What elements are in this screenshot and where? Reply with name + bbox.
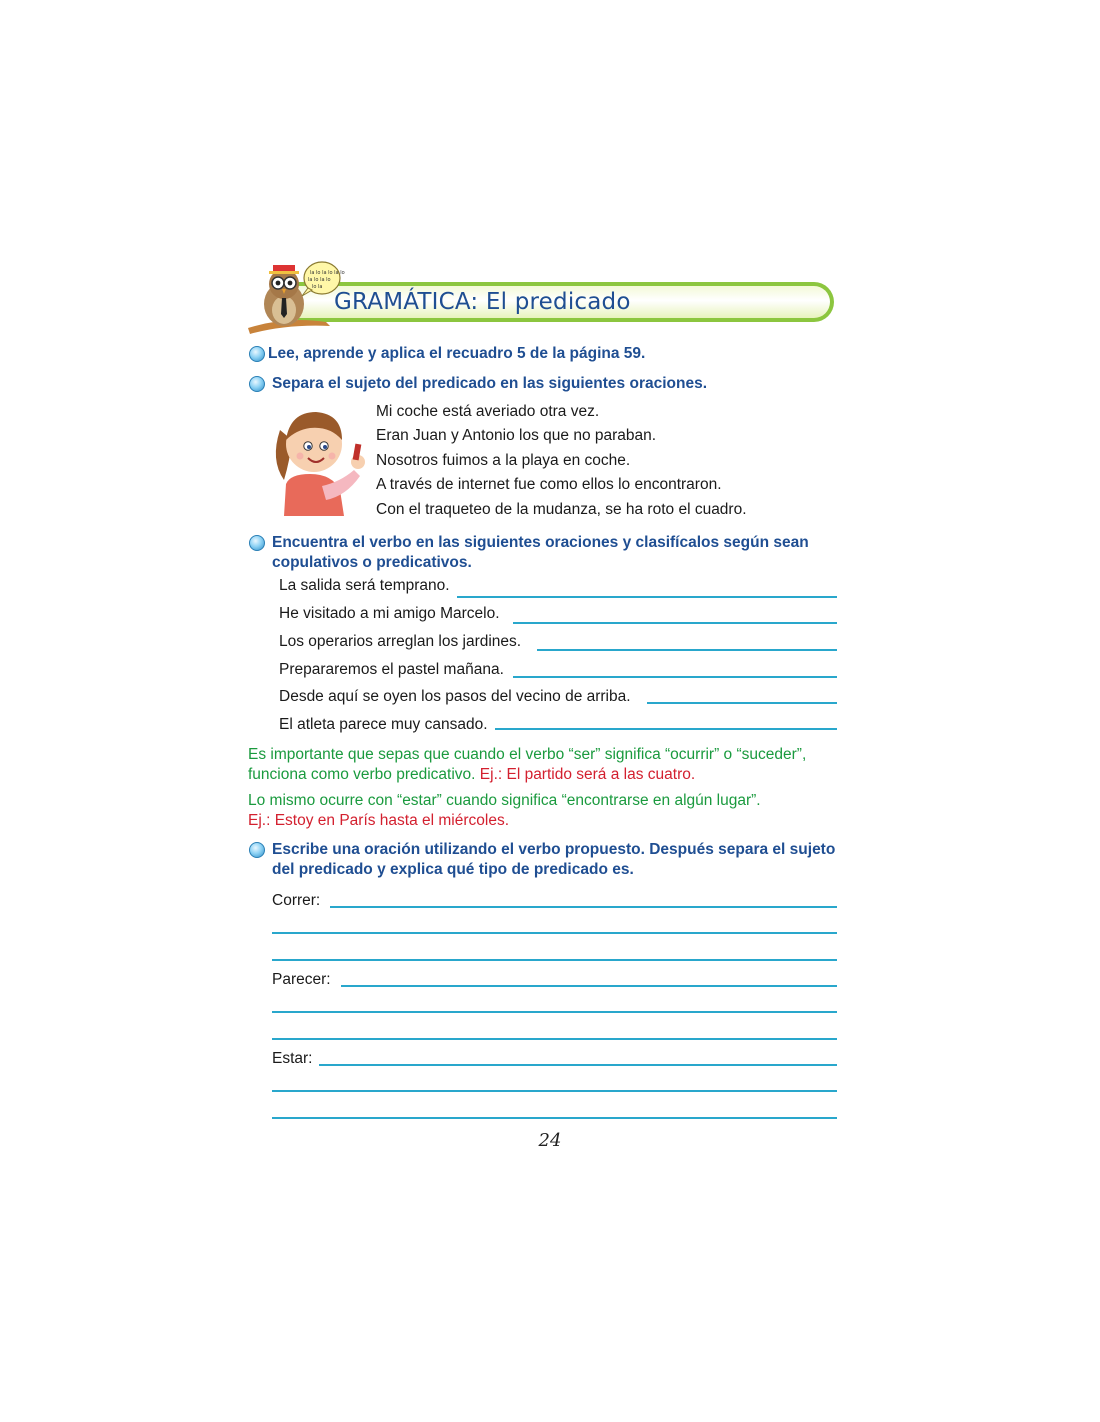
note-1-example: Ej.: El partido será a las cuatro.	[479, 766, 696, 783]
verb-label-correr: Correr:	[272, 892, 321, 909]
separate-sentence: Nosotros fuimos a la playa en coche.	[376, 452, 631, 469]
instruction-4-line-1: Escribe una oración utilizando el verbo propuesto. Después separa el sujeto	[272, 841, 836, 858]
page-number: 24	[538, 1130, 562, 1151]
verb-sentence: El atleta parece muy cansado.	[279, 716, 488, 733]
answer-line[interactable]	[272, 1038, 837, 1040]
separate-sentence: Mi coche está averiado otra vez.	[376, 403, 600, 420]
owl-mascot-icon	[246, 258, 346, 334]
page-title: GRAMÁTICA: El predicado	[334, 289, 631, 315]
answer-line[interactable]	[272, 1090, 837, 1092]
instruction-4	[272, 840, 835, 880]
answer-line[interactable]	[341, 985, 837, 987]
answer-line[interactable]	[330, 906, 837, 908]
answer-line[interactable]	[647, 702, 837, 704]
bullet-icon	[249, 842, 265, 858]
answer-line[interactable]	[495, 728, 837, 730]
girl-writing-icon	[270, 400, 370, 516]
svg-text:la lo la lo: la lo la lo	[308, 277, 331, 283]
verb-sentence: Desde aquí se oyen los pasos del vecino de arriba.	[279, 688, 631, 705]
note-2-example: Ej.: Estoy en París hasta el miércoles.	[248, 812, 510, 829]
instruction-3-line-2: copulativos o predicativos.	[272, 554, 472, 571]
instruction-2: Separa el sujeto del predicado en las siguientes oraciones.	[272, 375, 708, 392]
instruction-3-line-1: Encuentra el verbo en las siguientes oraciones y clasifícalos según sean	[272, 534, 809, 551]
note-2	[248, 791, 761, 831]
instruction-4-line-2: del predicado y explica qué tipo de predicado es.	[272, 861, 634, 878]
bullet-icon	[249, 346, 265, 362]
bullet-icon	[249, 535, 265, 551]
answer-line[interactable]	[272, 932, 837, 934]
answer-line[interactable]	[513, 676, 837, 678]
verb-sentence: Prepararemos el pastel mañana.	[279, 661, 504, 678]
verb-label-parecer: Parecer:	[272, 971, 331, 988]
note-1	[248, 745, 806, 785]
instruction-3	[272, 533, 809, 573]
note-2-line-1: Lo mismo ocurre con “estar” cuando significa “encontrarse en algún lugar”.	[248, 792, 761, 809]
separate-sentence: A través de internet fue como ellos lo encontraron.	[376, 476, 722, 493]
verb-sentence: La salida será temprano.	[279, 577, 450, 594]
answer-line[interactable]	[513, 622, 837, 624]
note-1-line-1: Es importante que sepas que cuando el verbo “ser” significa “ocurrir” o “suceder”,	[248, 746, 807, 763]
svg-text:lo la: lo la	[312, 284, 323, 290]
verb-sentence: Los operarios arreglan los jardines.	[279, 633, 522, 650]
answer-line[interactable]	[272, 1117, 837, 1119]
answer-line[interactable]	[457, 596, 837, 598]
separate-sentence: Eran Juan y Antonio los que no paraban.	[376, 427, 657, 444]
speech-bubble-text: la lo la lo la lo	[310, 270, 345, 276]
verb-label-estar: Estar:	[272, 1050, 313, 1067]
verb-sentence: He visitado a mi amigo Marcelo.	[279, 605, 500, 622]
instruction-1: Lee, aprende y aplica el recuadro 5 de la página 59.	[268, 345, 646, 362]
answer-line[interactable]	[272, 959, 837, 961]
answer-line[interactable]	[319, 1064, 837, 1066]
answer-line[interactable]	[272, 1011, 837, 1013]
answer-line[interactable]	[537, 649, 837, 651]
separate-sentence: Con el traqueteo de la mudanza, se ha roto el cuadro.	[376, 501, 747, 518]
bullet-icon	[249, 376, 265, 392]
note-1-line-2: funciona como verbo predicativo.	[248, 766, 476, 783]
